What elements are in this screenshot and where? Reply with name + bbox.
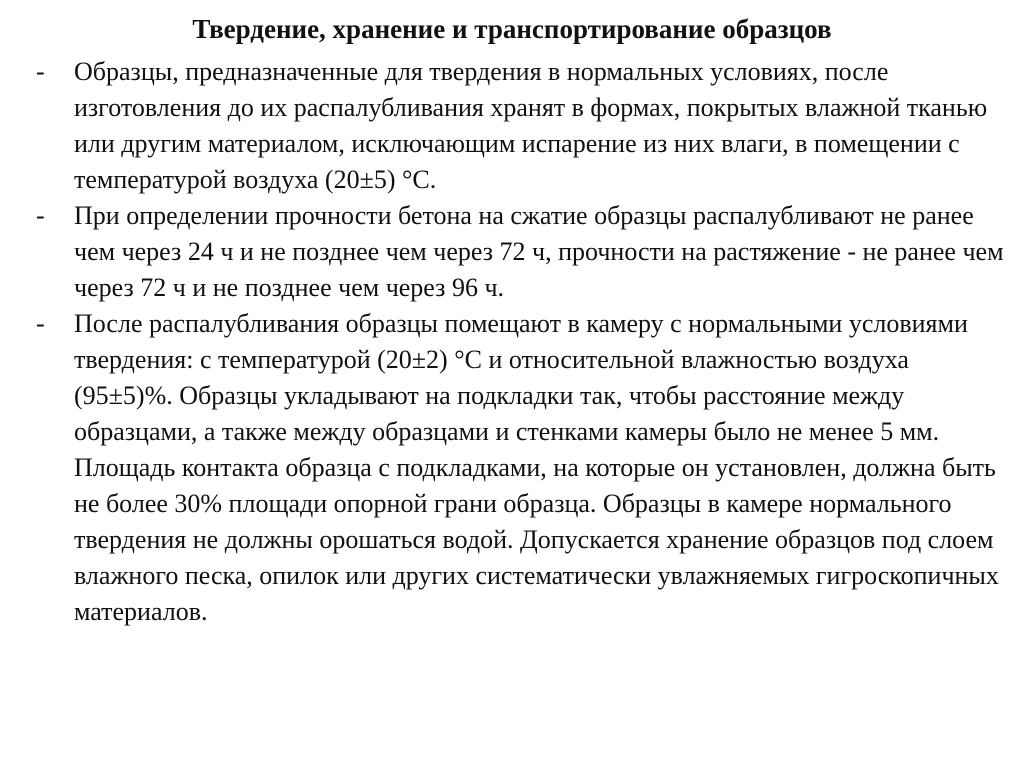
list-item (36, 54, 1006, 198)
bullet-list (36, 54, 1006, 630)
bullet-dash: - (36, 57, 45, 86)
bullet-dash: - (36, 309, 45, 338)
list-item-text: После распалубливания образцы помещают в камеру с нормальными условиями твердения: с температурой (20±2) °С и относительной влажностью воздуха (95±5)%. Образцы укладывают на подкладки так, чтобы расстояние между образцами, а также между образцами и стенками камеры было не менее 5 мм. Площадь контакта образца с подкладками, на которые он установлен, должна быть не более 30% площади опорной грани образца. Образцы в камере нормального твердения не должны орошаться водой. Допускается хранение образцов под слоем влажного песка, опилок или других систематически увлажняемых гигроскопичных материалов. (74, 309, 999, 626)
list-item (36, 306, 1006, 630)
page-title: Твердение, хранение и транспортирование образцов (192, 14, 832, 44)
list-item (36, 198, 1006, 306)
list-item-text: При определении прочности бетона на сжатие образцы распалубливают не ранее чем через 24 ч и не позднее чем через 72 ч, прочности на растяжение - не ранее чем через 72 ч и не позднее чем через 96 ч. (74, 201, 1004, 302)
list-item-text: Образцы, предназначенные для твердения в нормальных условиях, после изготовления до их распалубливания хранят в формах, покрытых влажной тканью или другим материалом, исключающим испарение из них влаги, в помещении с температурой воздуха (20±5) °С. (74, 57, 988, 194)
bullet-dash: - (36, 201, 45, 230)
